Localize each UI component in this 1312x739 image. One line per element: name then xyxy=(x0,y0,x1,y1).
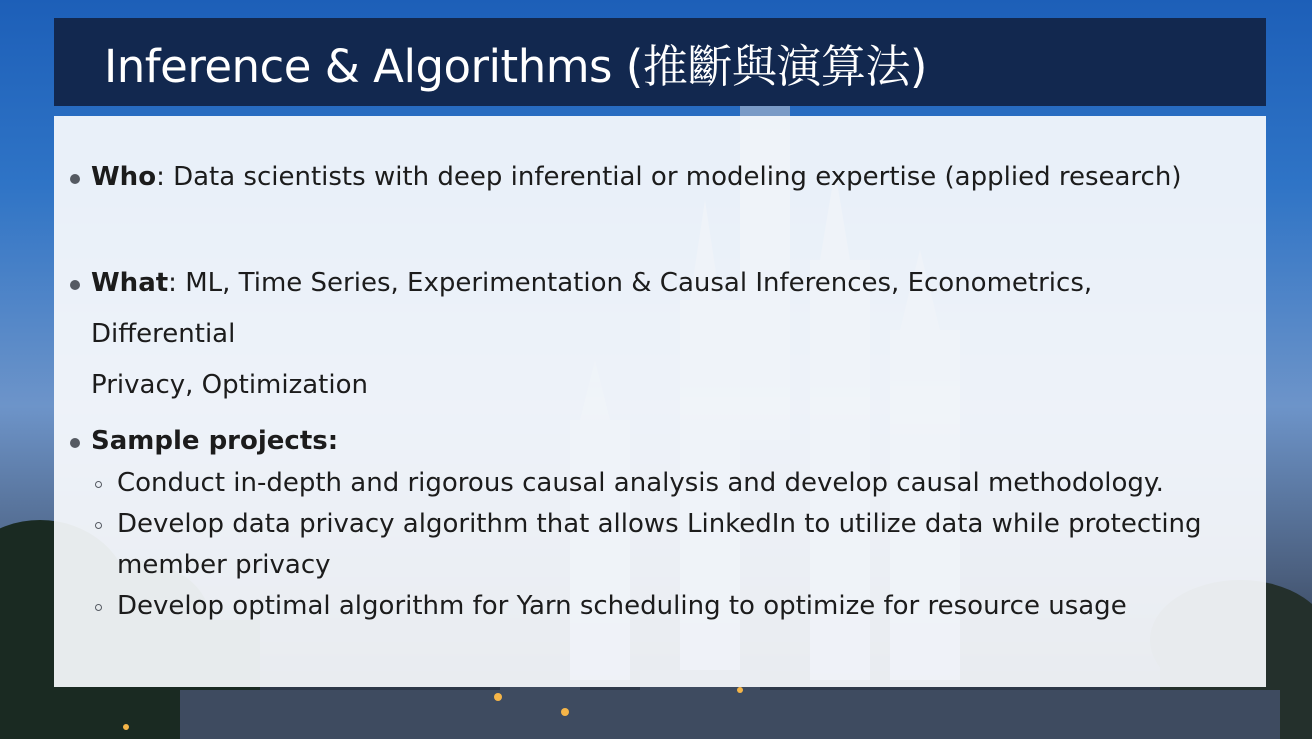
sample-project-item xyxy=(70,463,1220,504)
bullet-what-label: What xyxy=(91,268,169,298)
bullet-who-body: : Data scientists with deep inferential or modeling expertise (applied research) xyxy=(156,162,1182,192)
bullet-dot-icon xyxy=(70,280,80,290)
sample-project-item xyxy=(70,586,1220,627)
sample-project-text-cont: member privacy xyxy=(117,550,331,580)
sub-bullet-ring-icon xyxy=(95,481,102,488)
sub-bullet-ring-icon xyxy=(95,522,102,529)
sample-project-text: Develop data privacy algorithm that allows LinkedIn to utilize data while protecting xyxy=(117,509,1202,539)
bullet-sample-heading xyxy=(91,416,1220,467)
sample-project-item xyxy=(70,504,1220,586)
title-bar xyxy=(54,18,1266,106)
sub-bullet-ring-icon xyxy=(95,604,102,611)
bullet-sample-label: Sample projects: xyxy=(91,426,339,456)
bullet-dot-icon xyxy=(70,174,80,184)
bullet-dot-icon xyxy=(70,438,80,448)
sample-projects-list xyxy=(70,463,1220,627)
bullet-what-body: : ML, Time Series, Experimentation & Causal Inferences, Econometrics, Differential xyxy=(91,268,1093,349)
content-panel xyxy=(54,116,1266,687)
bullet-who xyxy=(70,152,1220,203)
bullet-who-label: Who xyxy=(91,162,157,192)
bullet-what-text xyxy=(91,258,1220,411)
bullet-sample-projects xyxy=(70,416,1220,467)
sample-project-text: Conduct in-depth and rigorous causal analysis and develop causal methodology. xyxy=(117,468,1164,498)
bullet-what xyxy=(70,258,1220,411)
bullet-who-text xyxy=(91,152,1220,203)
slide-title: Inference & Algorithms (推斷與演算法) xyxy=(104,39,927,93)
sample-project-text: Develop optimal algorithm for Yarn scheduling to optimize for resource usage xyxy=(117,591,1127,621)
bullet-what-body-cont: Privacy, Optimization xyxy=(91,370,368,400)
